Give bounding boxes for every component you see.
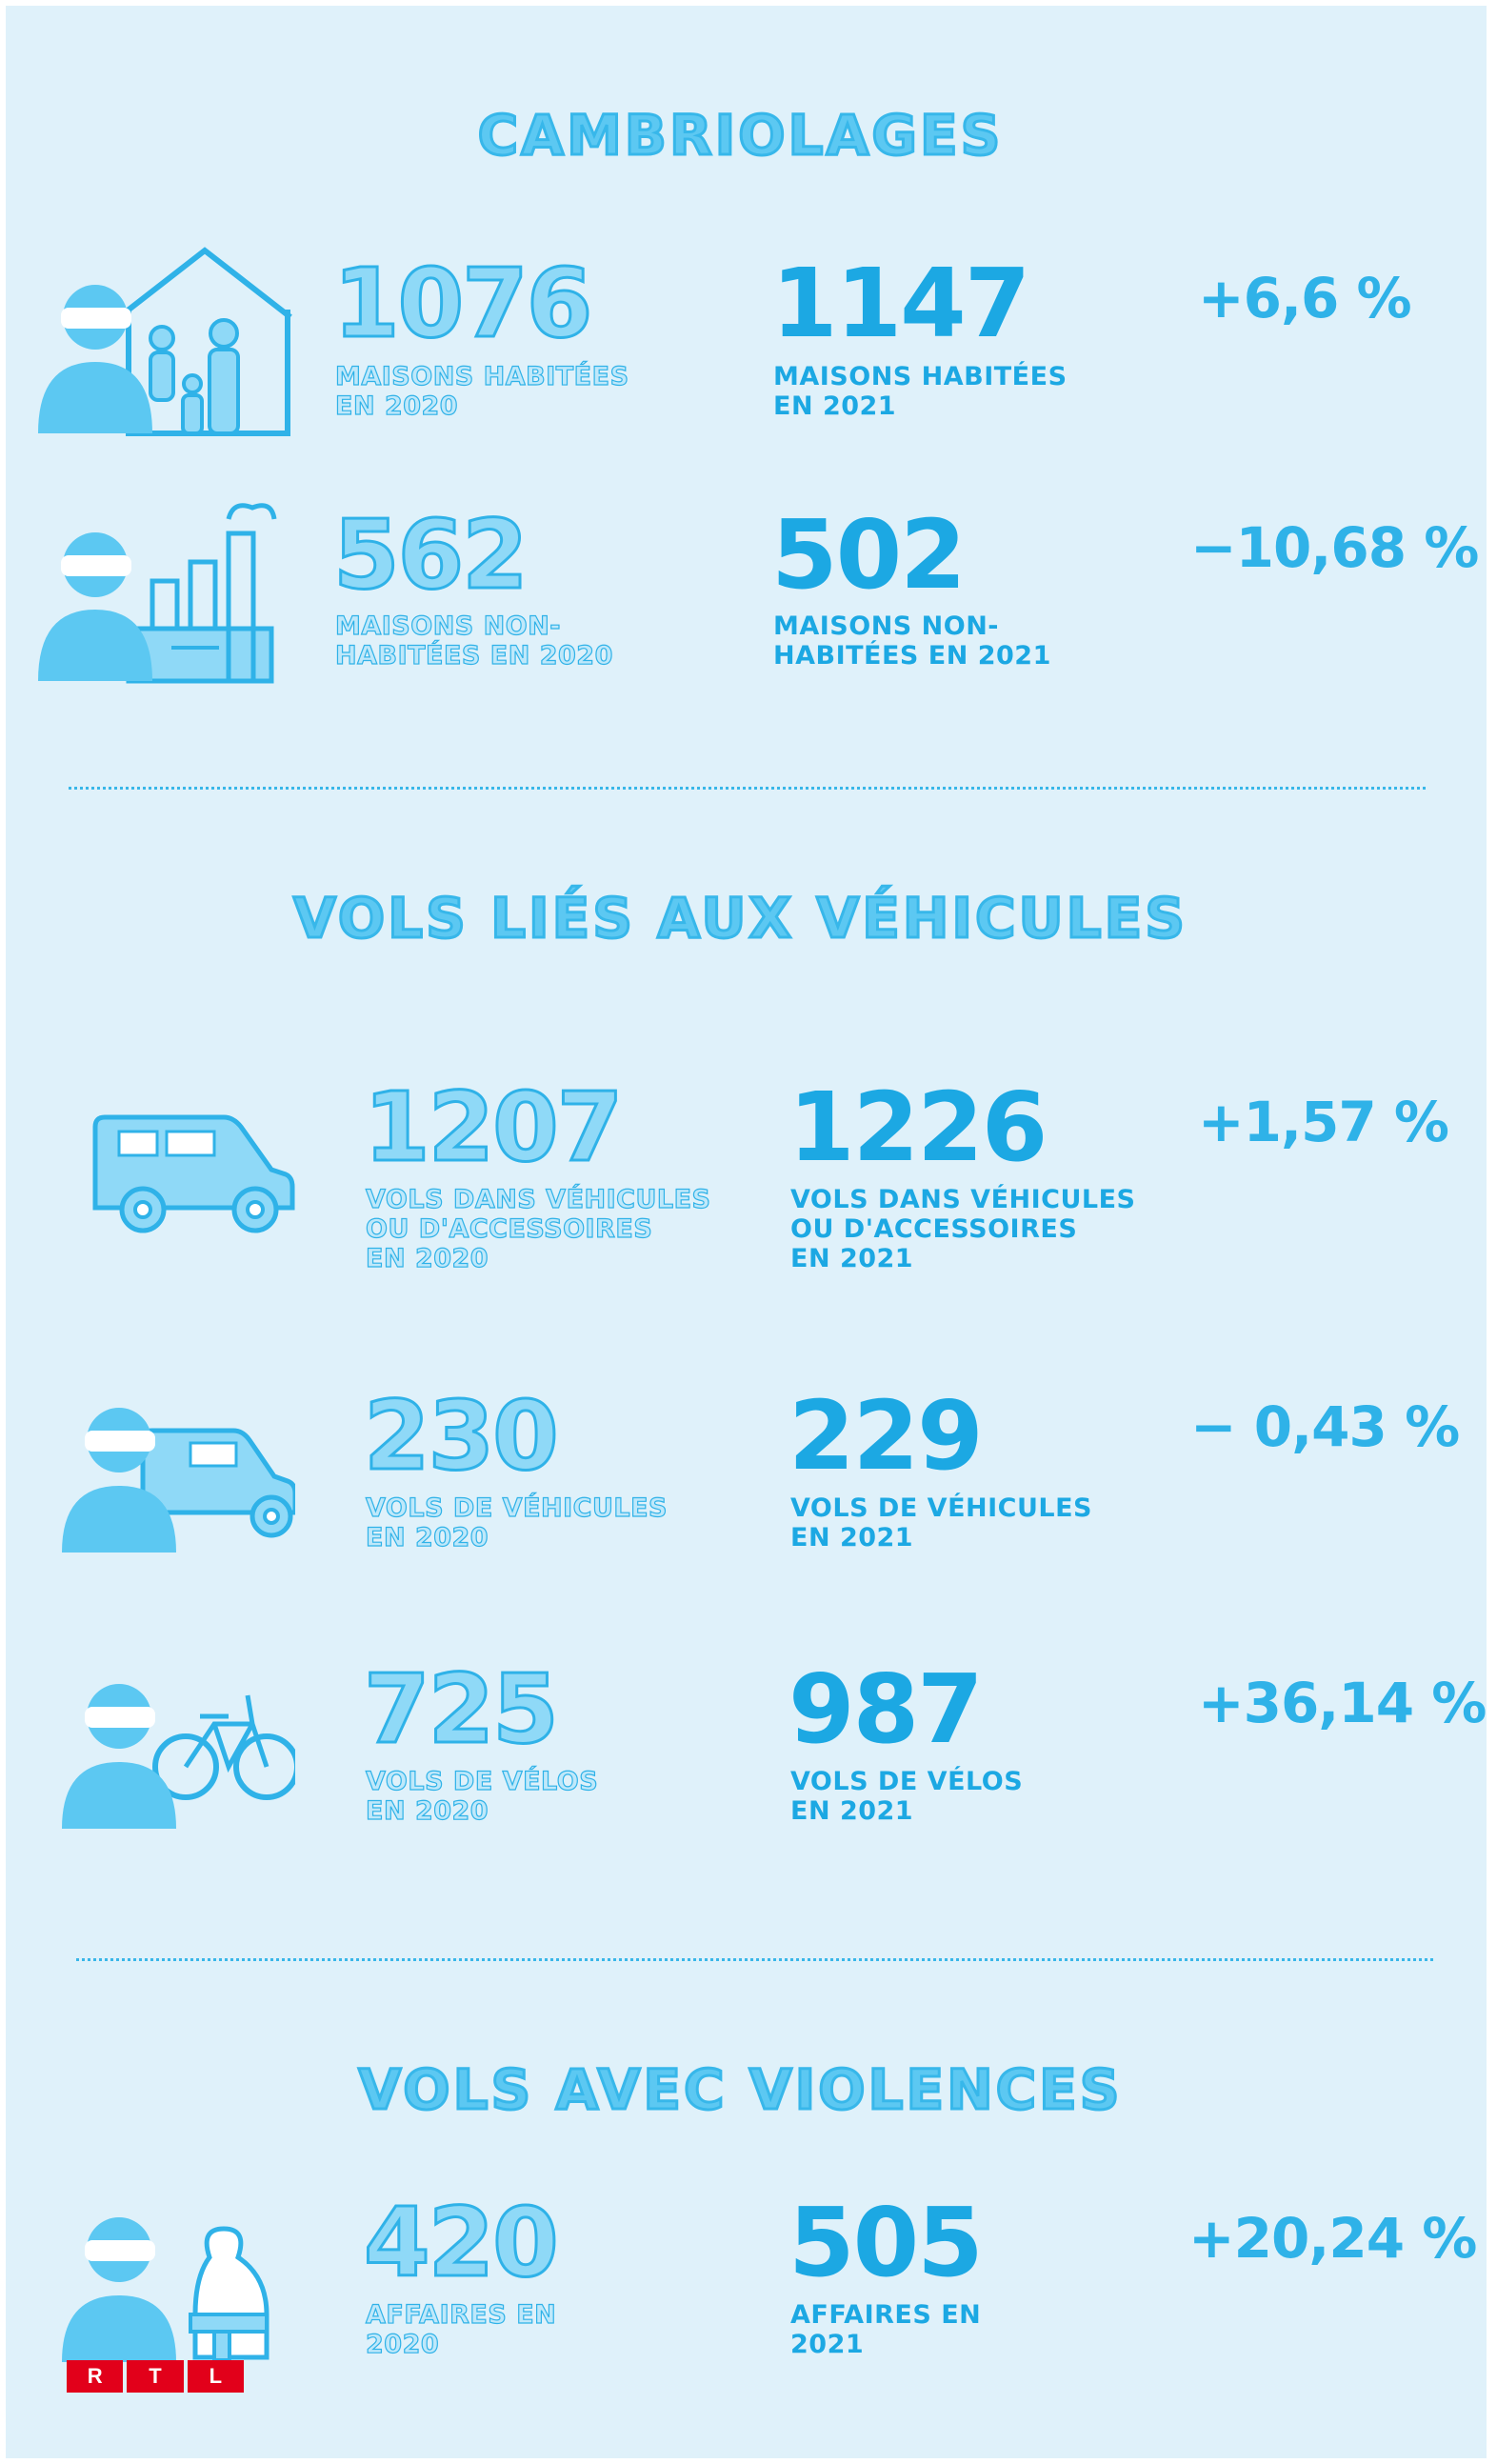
logo-letter: R (67, 2360, 123, 2393)
label-2020: VOLS DE VÉLOS EN 2020 (366, 1767, 599, 1826)
stat-row (0, 491, 1481, 700)
value-2020: 420 (364, 2187, 557, 2298)
value-2021: 502 (771, 499, 965, 611)
value-2020: 1076 (333, 248, 591, 359)
burglar-house-family-icon (38, 243, 295, 443)
value-2020: 1207 (364, 1072, 622, 1183)
percent-change: +1,57 % (1198, 1090, 1449, 1154)
value-2021: 1147 (771, 248, 1029, 359)
burglar-factory-icon (38, 491, 295, 691)
stat-row (0, 243, 1481, 452)
label-2021: VOLS DE VÉLOS EN 2021 (790, 1767, 1024, 1826)
rtl-logo (67, 2360, 244, 2393)
stat-row (0, 1065, 1481, 1274)
logo-letter: L (188, 2360, 244, 2393)
percent-change: −10,68 % (1190, 515, 1479, 580)
percent-change: +20,24 % (1188, 2206, 1477, 2271)
percent-change: − 0,43 % (1190, 1394, 1460, 1459)
label-2020: VOLS DE VÉHICULES EN 2020 (366, 1493, 668, 1553)
section-divider (69, 787, 1426, 790)
burglar-bicycle-icon (38, 1657, 295, 1857)
stat-row (0, 1653, 1487, 1867)
value-2020: 230 (364, 1380, 557, 1492)
label-2021: VOLS DE VÉHICULES EN 2021 (790, 1493, 1092, 1553)
label-2020: MAISONS HABITÉES EN 2020 (335, 362, 629, 421)
burglar-car-icon (38, 1381, 295, 1581)
value-2021: 229 (788, 1380, 982, 1492)
section-title-cambriolages: CAMBRIOLAGES (477, 103, 1004, 168)
label-2020: AFFAIRES EN 2020 (366, 2300, 557, 2359)
value-2021: 987 (788, 1653, 982, 1765)
label-2021: VOLS DANS VÉHICULES OU D'ACCESSOIRES EN 2021 (790, 1185, 1136, 1273)
percent-change: +36,14 % (1198, 1671, 1487, 1735)
percent-change: +6,6 % (1198, 266, 1411, 331)
label-2020: MAISONS NON- HABITÉES EN 2020 (335, 611, 613, 671)
value-2021: 505 (788, 2187, 982, 2298)
label-2021: MAISONS HABITÉES EN 2021 (773, 362, 1068, 421)
value-2021: 1226 (788, 1072, 1047, 1183)
label-2020: VOLS DANS VÉHICULES OU D'ACCESSOIRES EN 2020 (366, 1185, 711, 1273)
stat-row (0, 1381, 1481, 1591)
label-2021: AFFAIRES EN 2021 (790, 2300, 982, 2359)
logo-letter: T (127, 2360, 183, 2393)
section-divider (76, 1958, 1433, 1961)
value-2020: 562 (333, 499, 527, 611)
section-title-violences: VOLS AVEC VIOLENCES (358, 2057, 1123, 2122)
label-2021: MAISONS NON- HABITÉES EN 2021 (773, 611, 1051, 671)
section-title-vehicules: VOLS LIÉS AUX VÉHICULES (293, 886, 1188, 951)
car-icon (38, 1065, 295, 1265)
value-2020: 725 (364, 1653, 557, 1765)
